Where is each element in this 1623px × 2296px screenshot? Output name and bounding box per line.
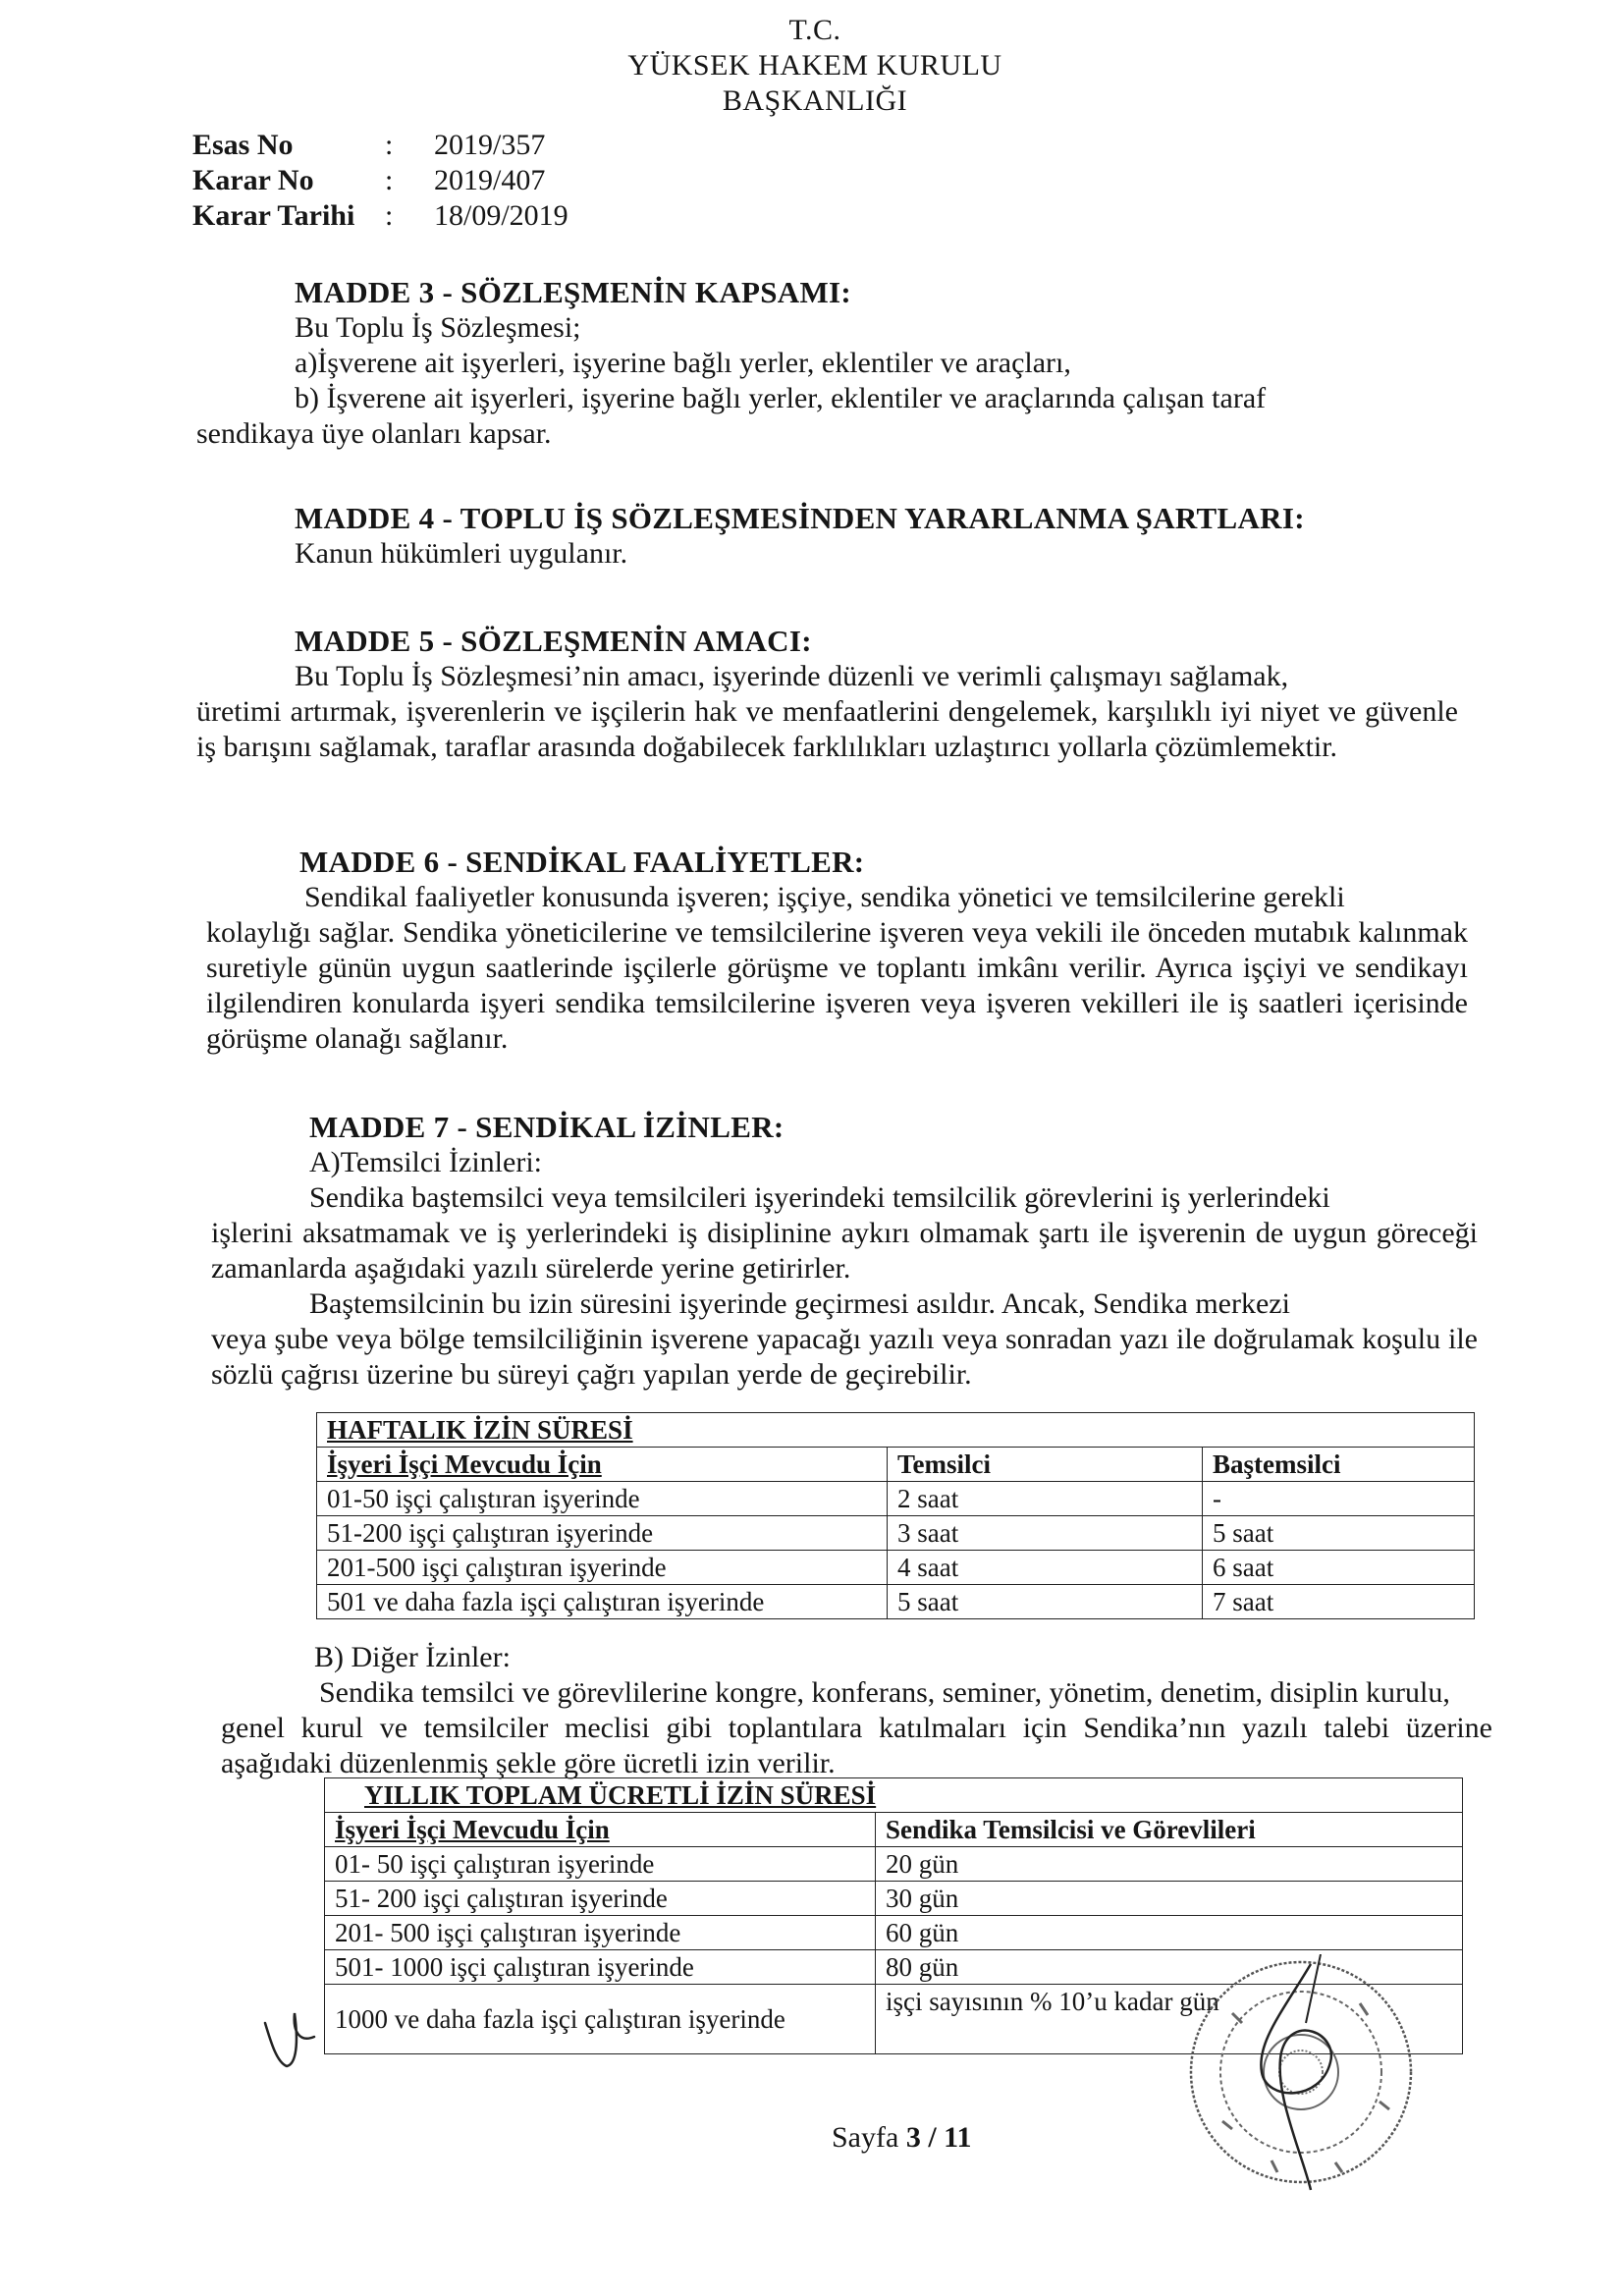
- table-row: [317, 1482, 1475, 1516]
- article-5-rest: üretimi artırmak, işverenlerin ve işçilerin hak ve menfaatlerini dengelemek, karşılıklı iyi niyet ve güvenle iş barışını sağlamak, taraflar arasında doğabilecek farklılıkları uzlaştırıcı yollarla çözümlemektir.: [196, 695, 1458, 763]
- table-cell: 51-200 işçi çalıştıran işyerinde: [317, 1516, 888, 1551]
- article-3-title: MADDE 3 - SÖZLEŞMENİN KAPSAMI:: [295, 275, 852, 309]
- table-cell: 201-500 işçi çalıştıran işyerinde: [317, 1551, 888, 1585]
- article-4-title: MADDE 4 - TOPLU İŞ SÖZLEŞMESİNDEN YARARLANMA ŞARTLARI:: [295, 501, 1305, 535]
- page-total: 11: [944, 2121, 972, 2154]
- meta-sep: :: [385, 164, 394, 196]
- table-cell: 2 saat: [888, 1482, 1203, 1516]
- annual-paid-leave-table-title: [325, 1778, 1463, 1813]
- meta-label: Esas No: [192, 129, 294, 161]
- table-header: Baştemsilci: [1203, 1448, 1475, 1482]
- article-4: [196, 501, 1453, 572]
- table-header: [325, 1813, 876, 1847]
- meta-row-esas: [192, 128, 568, 163]
- meta-sep: :: [385, 129, 394, 161]
- table-cell: 501 ve daha fazla işçi çalıştıran işyerinde: [317, 1585, 888, 1619]
- header-tc: T.C.: [788, 14, 841, 46]
- table-title-text: HAFTALIK İZİN SÜRESİ: [327, 1415, 633, 1445]
- article-3-p3a: b) İşverene ait işyerleri, işyerine bağlı yerler, eklentiler ve araçlarında çalışan taraf: [295, 382, 1267, 414]
- weekly-leave-table-title: [317, 1413, 1475, 1448]
- article-6-first: Sendikal faaliyetler konusunda işveren; işçiye, sendika yönetici ve temsilcilerine gerekli: [304, 881, 1345, 913]
- table-row: [325, 1847, 1463, 1882]
- table-cell: 01- 50 işçi çalıştıran işyerinde: [325, 1847, 876, 1882]
- article-7-a-first: Sendika baştemsilci veya temsilcileri işyerindeki temsilcilik görevlerini iş yerlerindeki: [309, 1181, 1330, 1214]
- meta-label: Karar Tarihi: [192, 199, 355, 232]
- official-stamp-icon: [1163, 1954, 1458, 2200]
- meta-value: 18/09/2019: [434, 199, 568, 232]
- article-5-first: Bu Toplu İş Sözleşmesi’nin amacı, işyerinde düzenli ve verimli çalışmayı sağlamak,: [295, 660, 1289, 692]
- page-number: [832, 2121, 972, 2155]
- meta-value: 2019/357: [434, 129, 546, 161]
- meta-value: 2019/407: [434, 164, 546, 196]
- article-7: [211, 1110, 1478, 1393]
- table-header: Temsilci: [888, 1448, 1203, 1482]
- table-cell: 5 saat: [1203, 1516, 1475, 1551]
- table-cell: 3 saat: [888, 1516, 1203, 1551]
- table-header: Sendika Temsilcisi ve Görevlileri: [876, 1813, 1463, 1847]
- table-header-text: İşyeri İşçi Mevcudu İçin: [335, 1815, 610, 1844]
- table-cell: 51- 200 işçi çalıştıran işyerinde: [325, 1882, 876, 1916]
- article-5-title: MADDE 5 - SÖZLEŞMENİN AMACI:: [295, 624, 812, 658]
- article-3-p1: Bu Toplu İş Sözleşmesi;: [295, 311, 581, 344]
- article-6: [206, 845, 1468, 1057]
- page-sep: /: [928, 2121, 937, 2154]
- article-7-sub-a: A)Temsilci İzinleri:: [309, 1146, 542, 1178]
- case-metadata: [192, 128, 568, 234]
- table-row: [317, 1551, 1475, 1585]
- table-title-text: YILLIK TOPLAM ÜCRETLİ İZİN SÜRESİ: [364, 1780, 877, 1810]
- initial-signature-icon: [257, 1994, 326, 2072]
- article-7-b-rest: genel kurul ve temsilciler meclisi gibi toplantılara katılmaları için Sendika’nın yazılı talebi üzerine aşağıdaki düzenlenmiş şekle göre ücretli izin verilir.: [221, 1712, 1492, 1779]
- meta-row-karar: [192, 163, 568, 198]
- article-3-p2: a)İşverene ait işyerleri, işyerine bağlı yerler, eklentiler ve araçları,: [295, 347, 1071, 379]
- table-cell: 4 saat: [888, 1551, 1203, 1585]
- article-3-p3b: sendikaya üye olanları kapsar.: [196, 417, 552, 450]
- table-cell: 501- 1000 işçi çalıştıran işyerinde: [325, 1950, 876, 1985]
- article-7-sub-b: B) Diğer İzinler:: [314, 1641, 511, 1673]
- article-6-rest: kolaylığı sağlar. Sendika yöneticilerine ve temsilcilerine işveren veya vekili ile önceden mutabık kalınmak suretiyle günün uygun saatlerinde işçilerle görüşme ve toplantı imkânı verilir. Ayrıca işçiyi ve sendikayı ilgilendiren konularda işyeri sendika temsilcilerine işveren veya işveren vekilleri ile iş saatleri içerisinde görüşme olanağı sağlanır.: [206, 916, 1468, 1055]
- article-4-p1: Kanun hükümleri uygulanır.: [295, 537, 628, 570]
- table-cell: 01-50 işçi çalıştıran işyerinde: [317, 1482, 888, 1516]
- article-7-part-b-body: [221, 1675, 1492, 1781]
- article-3: [196, 275, 1453, 452]
- article-7-b-first: Sendika temsilci ve görevlilerine kongre, konferans, seminer, yönetim, denetim, disiplin kurulu,: [319, 1676, 1450, 1709]
- table-header-text: İşyeri İşçi Mevcudu İçin: [327, 1449, 602, 1479]
- article-6-title: MADDE 6 - SENDİKAL FAALİYETLER:: [299, 845, 865, 879]
- page-label: Sayfa: [832, 2121, 899, 2154]
- table-row: [317, 1585, 1475, 1619]
- article-7-part-b: [314, 1640, 1492, 1675]
- article-5: [196, 624, 1458, 765]
- table-cell: 30 gün: [876, 1882, 1463, 1916]
- article-7-a2-rest: veya şube veya bölge temsilciliğinin işverene yapacağı yazılı veya sonradan yazı ile doğrulamak koşulu ile sözlü çağrısı üzerine bu süreyi çağrı yapılan yerde de geçirebilir.: [211, 1323, 1478, 1391]
- table-row: [325, 1882, 1463, 1916]
- meta-sep: :: [385, 199, 394, 232]
- table-row: [317, 1516, 1475, 1551]
- article-7-a2-first: Baştemsilcinin bu izin süresini işyerinde geçirmesi asıldır. Ancak, Sendika merkezi: [309, 1287, 1290, 1320]
- table-cell: 5 saat: [888, 1585, 1203, 1619]
- table-row: [325, 1916, 1463, 1950]
- page-current: 3: [905, 2121, 921, 2154]
- header-institution: YÜKSEK HAKEM KURULU: [627, 49, 1002, 82]
- table-cell: 20 gün: [876, 1847, 1463, 1882]
- table-header: [317, 1448, 888, 1482]
- table-cell: 80 gün: [876, 1950, 1463, 1985]
- article-7-title: MADDE 7 - SENDİKAL İZİNLER:: [309, 1110, 784, 1144]
- table-cell: 6 saat: [1203, 1551, 1475, 1585]
- meta-label: Karar No: [192, 164, 314, 196]
- table-cell: 201- 500 işçi çalıştıran işyerinde: [325, 1916, 876, 1950]
- table-cell: -: [1203, 1482, 1475, 1516]
- table-cell: 7 saat: [1203, 1585, 1475, 1619]
- meta-row-tarih: [192, 198, 568, 234]
- weekly-leave-table: [316, 1412, 1475, 1619]
- table-cell: 1000 ve daha fazla işçi çalıştıran işyerinde: [325, 1985, 876, 2054]
- article-7-a-rest: işlerini aksatmamak ve iş yerlerindeki iş disiplinine aykırı olmamak şartı ile işverenin de uygun göreceği zamanlarda aşağıdaki yazılı sürelerde yerine getirirler.: [211, 1217, 1478, 1285]
- table-cell: 60 gün: [876, 1916, 1463, 1950]
- header-presidency: BAŞKANLIĞI: [722, 84, 908, 117]
- table-cell: işçi sayısının % 10’u kadar gün: [876, 1985, 1463, 2054]
